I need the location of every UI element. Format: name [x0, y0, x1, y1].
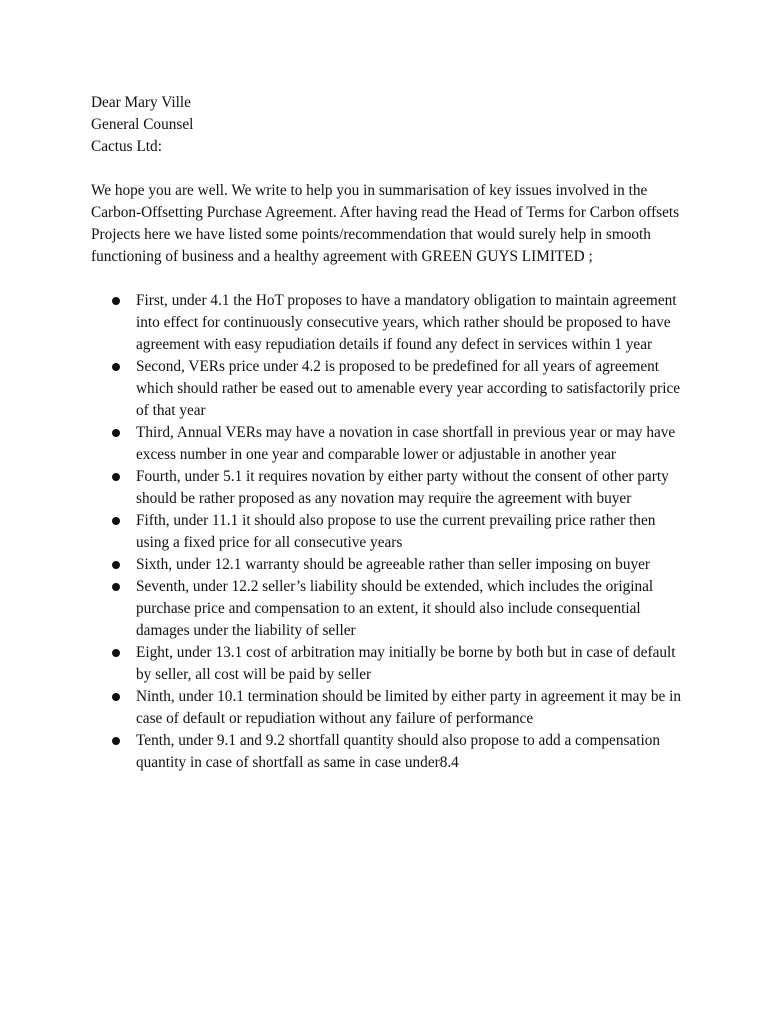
list-item [91, 642, 691, 686]
list-item-text: Tenth, under 9.1 and 9.2 shortfall quantity should also propose to add a compensation quantity in case of shortfall as same in case under8.4 [136, 732, 661, 771]
list-item [91, 356, 691, 422]
intro-paragraph: We hope you are well. We write to help you in summarisation of key issues involved in the Carbon-Offsetting Purchase Agreement. After having read the Head of Terms for Carbon offsets Projects here we have listed some points/recommendation that would surely help in smooth functioning of business and a healthy agreement with GREEN GUYS LIMITED ; [91, 182, 680, 265]
list-item [91, 466, 691, 510]
bullet-icon [112, 583, 120, 591]
list-item [91, 576, 691, 642]
bullet-icon [112, 561, 120, 569]
list-item-text: First, under 4.1 the HoT proposes to have a mandatory obligation to maintain agreement into effect for continuously consecutive years, which rather should be proposed to have agreement with easy repudiation details if found any defect in services within 1 year [136, 292, 677, 353]
list-item [91, 686, 691, 730]
list-item [91, 554, 691, 576]
salutation-block [91, 92, 691, 158]
list-item-text: Second, VERs price under 4.2 is proposed to be predefined for all years of agreement which should rather be eased out to amenable every year according to satisfactorily price of that year [136, 358, 681, 419]
bullet-icon [112, 693, 120, 701]
recipient-title: General Counsel [91, 116, 194, 133]
recommendation-list [91, 290, 691, 774]
bullet-icon [112, 649, 120, 657]
list-item [91, 730, 691, 774]
list-item-text: Ninth, under 10.1 termination should be limited by either party in agreement it may be in case of default or repudiation without any failure of performance [136, 688, 682, 727]
bullet-icon [112, 517, 120, 525]
list-item [91, 422, 691, 466]
recipient-name: Dear Mary Ville [91, 94, 191, 111]
list-item-text: Fourth, under 5.1 it requires novation by either party without the consent of other party should be rather proposed as any novation may require the agreement with buyer [136, 468, 669, 507]
list-item-text: Fifth, under 11.1 it should also propose to use the current prevailing price rather then using a fixed price for all consecutive years [136, 512, 656, 551]
bullet-icon [112, 737, 120, 745]
bullet-icon [112, 429, 120, 437]
list-item-text: Sixth, under 12.1 warranty should be agreeable rather than seller imposing on buyer [136, 556, 650, 573]
recipient-company: Cactus Ltd: [91, 138, 162, 155]
bullet-icon [112, 297, 120, 305]
list-item [91, 510, 691, 554]
list-item-text: Eight, under 13.1 cost of arbitration may initially be borne by both but in case of default by seller, all cost will be paid by seller [136, 644, 676, 683]
bullet-icon [112, 363, 120, 371]
list-item [91, 290, 691, 356]
bullet-icon [112, 473, 120, 481]
list-item-text: Third, Annual VERs may have a novation in case shortfall in previous year or may have excess number in one year and comparable lower or adjustable in another year [136, 424, 676, 463]
list-item-text: Seventh, under 12.2 seller’s liability should be extended, which includes the original purchase price and compensation to an extent, it should also include consequential damages under the liability of seller [136, 578, 654, 639]
